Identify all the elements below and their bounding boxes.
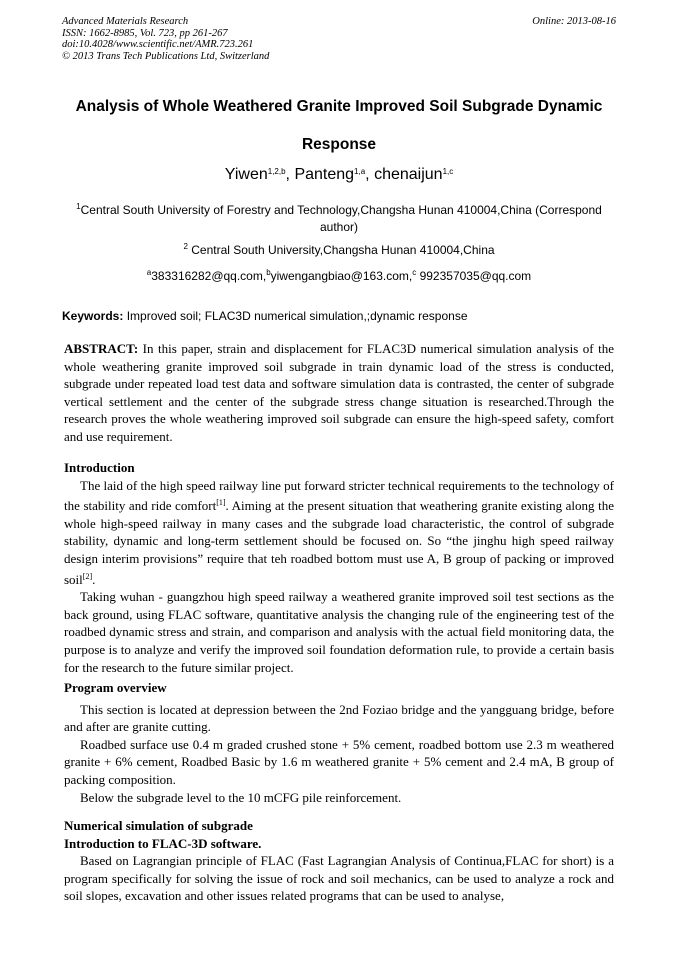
- abstract-label: ABSTRACT:: [64, 341, 139, 356]
- author-3: , chenaijun: [365, 166, 443, 183]
- author-3-affil: 1,c: [442, 167, 454, 176]
- issn-line: ISSN: 1662-8985, Vol. 723, pp 261-267: [62, 27, 228, 39]
- journal-header: [62, 16, 616, 62]
- introduction-section: [64, 459, 614, 676]
- affiliation-1-mark: 1: [76, 202, 81, 211]
- citation-1[interactable]: [1]: [216, 498, 226, 508]
- program-paragraph-1: This section is located at depression between the 2nd Foziao bridge and the yangguang bridge, before and after are granite cutting.: [64, 701, 614, 735]
- numerical-simulation-heading: Numerical simulation of subgrade: [64, 818, 253, 833]
- journal-name: Advanced Materials Research: [62, 16, 189, 27]
- affiliation-2-text: Central South University,Changsha Hunan 410004,China: [187, 243, 495, 257]
- paper-title: [40, 88, 638, 164]
- online-date: Online: 2013-08-16: [532, 16, 616, 27]
- title-line-1: Analysis of Whole Weathered Granite Improved Soil Subgrade Dynamic: [75, 98, 603, 115]
- email-a-mark: a: [146, 268, 152, 277]
- author-1-affil: 1,2,b: [267, 167, 286, 176]
- keywords-text: Improved soil; FLAC3D numerical simulation,;dynamic response: [123, 309, 468, 323]
- email-a[interactable]: 383316282@qq.com,: [151, 269, 267, 283]
- email-b[interactable]: yiwengangbiao@163.com,: [270, 269, 413, 283]
- numerical-simulation-section: [64, 817, 614, 905]
- email-list: [62, 269, 616, 283]
- numerical-paragraph-1: Based on Lagrangian principle of FLAC (Fast Lagrangian Analysis of Continua,FLAC for short) is a program specifically for solving the issue of rock and soil mechanics, can be used to analyze a rock and soil slopes, excavation and other issues related programs that can be used to analyse,: [64, 853, 614, 904]
- author-2: , Panteng: [285, 166, 355, 183]
- email-b-mark: b: [266, 268, 271, 277]
- title-line-2: Response: [301, 136, 377, 153]
- email-c-mark: c: [412, 268, 417, 277]
- program-paragraph-2: Roadbed surface use 0.4 m graded crushed stone + 5% cement, roadbed bottom use 2.3 m weathered granite + 6% cement, Roadbed Basic by 1.6 m weathered granite + 5% cement and 2.4 mA, B group of packing composition.: [64, 736, 614, 787]
- introduction-paragraph-2: Taking wuhan - guangzhou high speed railway a weathered granite improved soil test sections as the back ground, using FLAC software, quantitative analysis the changing rule of the engineering test of the roadbed dynamic stress and strain, and comparison and analysis with the actual field monitoring data, the purpose is to analyze and verify the improved soil foundation deformation rule, to provide a certain basis for the research to the future similar project.: [64, 589, 614, 675]
- introduction-paragraph-1: The laid of the high speed railway line put forward stricter technical requirements to the technology of the stability and ride comfort[1]. Aiming at the present situation that weathering granite existing along the whole high-speed railway in many cases and the subgrade load characteristic, the control of subgrade stability, dynamic and long-term settlement should be focused on. So “the jinghu high speed railway design interim provisions” require that teh roadbed bottom must use A, B group of packing or improved soil[2].: [64, 477, 614, 587]
- affiliation-2: [62, 243, 616, 257]
- citation-2[interactable]: [2]: [82, 571, 93, 581]
- doi-line: doi:10.4028/www.scientific.net/AMR.723.261: [62, 39, 254, 50]
- affiliation-1: [62, 202, 616, 236]
- abstract-section: [64, 340, 614, 446]
- flac-subheading: Introduction to FLAC-3D software.: [64, 835, 262, 851]
- email-c[interactable]: 992357035@qq.com: [416, 269, 532, 283]
- copyright-line: © 2013 Trans Tech Publications Ltd, Switzerland: [62, 50, 270, 62]
- keywords-line: [62, 309, 616, 323]
- author-list: [40, 166, 638, 184]
- affiliation-1-text: Central South University of Forestry and Technology,Changsha Hunan 410004,China (Correspond author): [80, 203, 602, 234]
- abstract-text: In this paper, strain and displacement for FLAC3D numerical simulation analysis of the whole weathering granite improved soil subgrade in train dynamic load of the stress is conducted, subgrade under repeated load test data and software simulation data is contrasted, the center of subgrade vertical settlement and the center of the subgrade stress change situation is researched.Through the research proves the whole weathering improved soil subgrade can ensure the high-speed safety, comfort and use requirement.: [64, 341, 614, 444]
- author-2-affil: 1,a: [354, 167, 366, 176]
- author-1: Yiwen: [224, 166, 268, 183]
- program-paragraph-3: Below the subgrade level to the 10 mCFG pile reinforcement.: [80, 789, 402, 805]
- program-overview-heading: Program overview: [64, 680, 167, 695]
- keywords-label: Keywords:: [62, 309, 124, 323]
- introduction-heading: Introduction: [64, 460, 135, 475]
- program-overview-section: [64, 679, 614, 806]
- affiliation-2-mark: 2: [183, 242, 188, 251]
